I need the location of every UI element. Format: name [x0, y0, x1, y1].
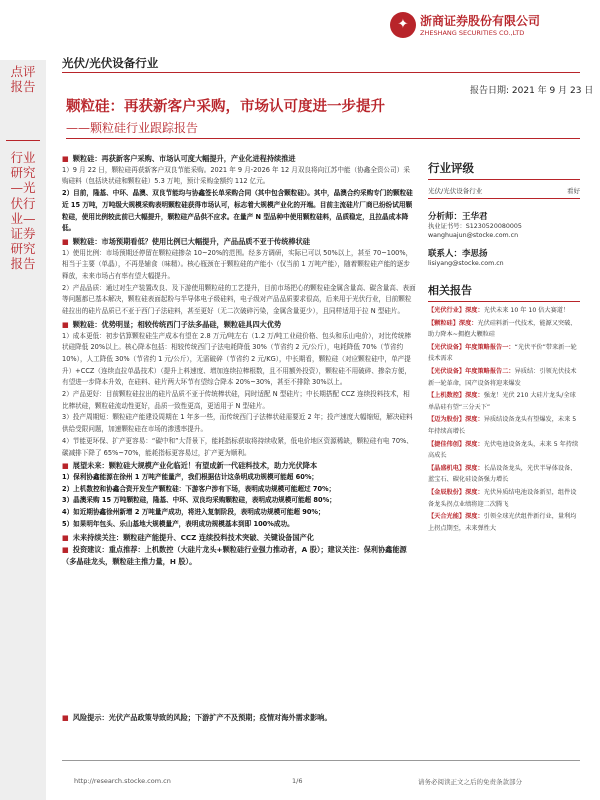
rating-title: 行业评级 [428, 161, 474, 175]
section-heading: ■ 投资建议：重点推荐：上机数控（大硅片龙头+颗粒硅行业强力推动者，A 股）；建议关注：保利协鑫能源（多晶硅龙头，颗粒硅主推力量，H 股）。 [62, 544, 416, 567]
section-1 [62, 153, 416, 235]
company-logo [390, 10, 590, 46]
section-heading: ■ 展望未来：颗粒硅大规模产业化临近！有望成新一代硅料技术，助力光伏降本 [62, 460, 416, 472]
contact-entry [428, 250, 580, 259]
related-report-item[interactable] [428, 318, 580, 341]
list-item: 2）上机数控和协鑫合资开发生产颗粒硅：下游客户涉有下场，表明成功规模可能超过 70%； [62, 484, 336, 493]
paragraph: 3）投产周期短：颗粒硅产能建设周期在 1 年多一些，而传统西门子法棒状硅需要近 2 年；投产速度大幅缩短，解决硅料供给受限问题，加速颗粒硅在市场的渗透率提升。 [62, 413, 413, 434]
report-date: 报告日期: 2021 年 9 月 23 日 [470, 86, 594, 96]
disclaimer-note: 请务必阅读正文之后的免责条款部分 [418, 778, 522, 786]
related-report-text: 光伏未来 10 年 10 倍大赛道！ [483, 307, 570, 314]
contact-label: 联系人： [428, 249, 463, 259]
footer-divider [62, 760, 580, 761]
analyst-entry [428, 213, 580, 222]
panel-divider [428, 301, 580, 302]
related-report-tag: 【颗粒硅】深度： [428, 319, 478, 327]
related-report-tag: 【捷佳伟创】深度： [428, 440, 484, 448]
related-report-text: 光伏硅料新一代技术，能源又突破、助力降本~拥抱大颗粒硅 [428, 319, 577, 339]
panel-divider [428, 198, 580, 199]
paragraph: 2）产品更好：目前颗粒硅拉出的硅片品质不亚于传统棒状硅，同时适配 N 型硅片；中长期搭配 CCZ 连续投料技术，相比棒状硅，颗粒硅流动性更好，品质一致性更高，更适用于 N 型硅片。 [62, 390, 410, 410]
related-report-tag: 【光伏设备】年度策略报告一： [428, 343, 515, 351]
page-number: 1/6 [292, 777, 303, 785]
page-subtitle: ——颗粒硅行业跟踪报告 [66, 121, 199, 135]
header-divider [62, 72, 580, 73]
title-divider [66, 138, 580, 139]
report-type-label: 点评报告 [10, 64, 36, 94]
analyst-block [428, 213, 580, 268]
list-item: 5）如果明年包头、乐山基地大规模量产，表明成功规模基本到即 100%成功。 [62, 519, 294, 528]
related-report-tag: 【光伏行业】深度： [428, 307, 484, 314]
contact-name: 李思扬 [462, 249, 488, 259]
paragraph: 1）9 月 22 日，颗粒硅再获新客户双良节能采购。2021 年 9 月-2026 年 12 月双良将向江苏中能（协鑫全资公司）采购硅料（包括块状硅和颗粒硅）5.3 万吨，预计采购金额约 112 亿元。 [62, 165, 410, 186]
related-report-tag: 【迈为股份】深度： [428, 416, 484, 424]
section-heading: ■ 颗粒硅：再获新客户采购、市场认可度大幅提升，产业化进程持续推进 [62, 153, 416, 165]
related-report-item[interactable] [428, 439, 580, 462]
company-name: 浙商证券股份有限公司 [420, 14, 541, 28]
related-reports-list [428, 305, 580, 534]
list-item: 3）晶澳采购 15 万吨颗粒硅，隆基、中环、双良均采购颗粒硅，表明成功规模可能超 80%； [62, 496, 336, 505]
rating-industry: 光伏/光伏设备行业 [428, 187, 483, 195]
related-report-text: 光伏电池设备龙头，未来 5 年持续高成长 [428, 440, 579, 460]
industry-label: 光伏/光伏设备行业 [62, 56, 159, 70]
paragraph: 2）产品品质：通过对生产装置改良、及下游使用颗粒硅的工艺提升，目前市场把心的颗粒硅金属含量高、碳含量高、表面等问题都已基本解决，颗粒硅表面起粉与半导体电子级硅料，电子级对产品品质要求很高，后来用于光伏行业，目前颗粒硅拉出的硅片品质已不亚于西门子法硅料，甚至更好（无二次破碎污染，金属含量更少），且同样适用于拉 N 型硅片。 [62, 283, 416, 316]
footer-url[interactable]: http://research.stocke.com.cn [74, 777, 171, 785]
paragraph: 4）节能更环保、扩产更容易：“碳中和”大背景下，能耗指标获取将持续收紧，低电价地区资源稀缺，颗粒硅有电 70%、碳减排下降了 65%~70%，能耗指标更容易过，扩产更为顺利。 [62, 436, 413, 457]
section-5 [62, 532, 416, 544]
contact-email[interactable]: lisiyang@stocke.com.cn [428, 260, 504, 267]
related-report-tag: 【金辰股份】深度： [428, 488, 484, 496]
section-heading: ■ 颗粒硅：市场预期看低？使用比例已大幅提升，产品品质不亚于传统棒状硅 [62, 236, 416, 248]
paragraph: 2）目前，隆基、中环、晶澳、双良节能均与协鑫签长单采购合同（其中包含颗粒硅）。其中，晶澳合约采购专门的颗粒硅近 15 万吨，万吨级大规模采购表明颗粒硅获得市场认可，标志着大规模产业化的开端。目前主流硅片厂商已纷纷试用颗粒硅，使用比例较此前已大幅提升，颗粒硅产品供不应求。在量产 N 型品种中使用颗粒硅料，品质稳定，且拉晶成本降低。 [62, 189, 413, 233]
risk-text: ■ 风险提示：光伏产品政策导致的风险；下游扩产不及预期；疫情对海外需求影响。 [62, 713, 332, 722]
related-report-text: 异质结：引领光伏技术新一轮革命，国产设备将迎来爆发 [428, 367, 577, 387]
related-report-item[interactable] [428, 487, 580, 510]
page-title: 颗粒硅：再获新客户采购，市场认可度进一步提升 [66, 99, 385, 115]
related-report-text: 引领全球光伏组件新行业，量利均上拐点期至，未来弹性大 [428, 513, 577, 532]
panel-divider [428, 179, 580, 180]
analyst-cert: 执业证书号：S1230520080005 [428, 223, 522, 230]
related-report-text: 强龙！光伏 210 大硅片龙头/全球单晶硅有望“三分天下” [428, 392, 576, 411]
list-item: 1）保利协鑫能源在徐州 1 万吨产能量产，我们根据估计这条明成功规模可能超 60%； [62, 472, 319, 481]
related-report-item[interactable] [428, 390, 580, 413]
section-3 [62, 319, 416, 459]
related-report-item[interactable] [428, 305, 580, 317]
section-heading: ■ 未来持续关注：颗粒硅产能提升、CCZ 连续投料技术突破、关键设备国产化 [62, 532, 416, 544]
related-report-text: 光伏异质结电池设备新星，组件设备龙头拐点业绩将迎二次腾飞 [428, 488, 577, 508]
list-item: 4）如近期协鑫徐州新增 2 万吨量产成功，将进入复制阶段，表明成功规模可能超 90%； [62, 508, 325, 517]
rating-row [428, 186, 580, 195]
related-report-tag: 【天合光能】深度： [428, 513, 484, 521]
related-report-item[interactable] [428, 463, 580, 486]
related-report-text: 长晶设备龙头，光伏半导体设备、蓝宝石、碳化硅设备强力增长 [428, 464, 577, 484]
company-name-en: ZHESHANG SECURITIES CO.,LTD [420, 29, 525, 37]
section-2 [62, 236, 416, 318]
related-report-item[interactable] [428, 366, 580, 389]
related-report-tag: 【上机数控】深度： [428, 392, 484, 400]
section-6 [62, 544, 416, 567]
related-report-item[interactable] [428, 511, 580, 534]
related-report-item[interactable] [428, 414, 580, 437]
analyst-label: 分析师： [428, 212, 463, 222]
related-report-text: “光伏平价”带来新一轮技术需求 [428, 343, 577, 363]
side-panel [428, 152, 580, 534]
rating-value: 看好 [567, 187, 580, 195]
paragraph: 1）使用比例：市场预期还停留在颗粒硅掺杂 10~20%的范围。经多方调研，实际已可以 50%以上，甚至 70~100%，相当于主要（单晶），不再是辅食（味精）。核心瓶颈在于颗粒硅的产能小（仅当前 1 万吨产能），随着颗粒硅产能的逐步释放，未来市场占有率有望大幅提升。 [62, 248, 413, 281]
related-reports-title: 相关报告 [428, 284, 472, 297]
analyst-name: 王华君 [462, 212, 488, 222]
risk-notice [62, 712, 416, 724]
report-category-label: 行业研究—光伏行业—证券研究报告 [10, 150, 36, 272]
paragraph: 1）成本更低：初步估算颗粒硅生产成本有望在 2.8 万元/吨左右（1.2 万/吨工业硅价格、包头和乐山电价），对比传统棒状硅降低 20%以上。核心降本包括：相较传统西门子法电耗降低 30%（节省约 2 元/公斤），电耗降低 70%（节省约 10%），人工降低 30%（节省约 1 元/公斤），无需破碎（节省约 2 元/KG），中长期看，颗粒硅（对应颗粒硅中，单产提升）+CCZ（连续直拉单晶技术）（提升上料速度、增加连续拉棒根数，且不用额外投资），颗粒硅不用破碎、掺杂方便，有望进一步降本升效，在硅料、硅片两大环节有望综合降本 20%~30%，甚至不排除 30%以上。 [62, 331, 412, 387]
related-report-tag: 【光伏设备】年度策略报告二： [428, 367, 515, 375]
section-4 [62, 460, 416, 530]
section-heading: ■ 颗粒硅：优势明显；相较传统西门子法多晶硅，颗粒硅具四大优势 [62, 319, 416, 331]
related-report-item[interactable] [428, 342, 580, 365]
related-report-tag: 【晶盛机电】深度： [428, 464, 484, 472]
logo-emblem-icon: ✦ [390, 12, 416, 38]
report-body [62, 152, 416, 712]
sidebar-divider [6, 140, 40, 141]
analyst-email[interactable]: wanghuajun@stocke.com.cn [428, 232, 519, 239]
related-report-text: 异质结设备龙头有望爆发，未来 5 年持续高增长 [428, 416, 577, 435]
